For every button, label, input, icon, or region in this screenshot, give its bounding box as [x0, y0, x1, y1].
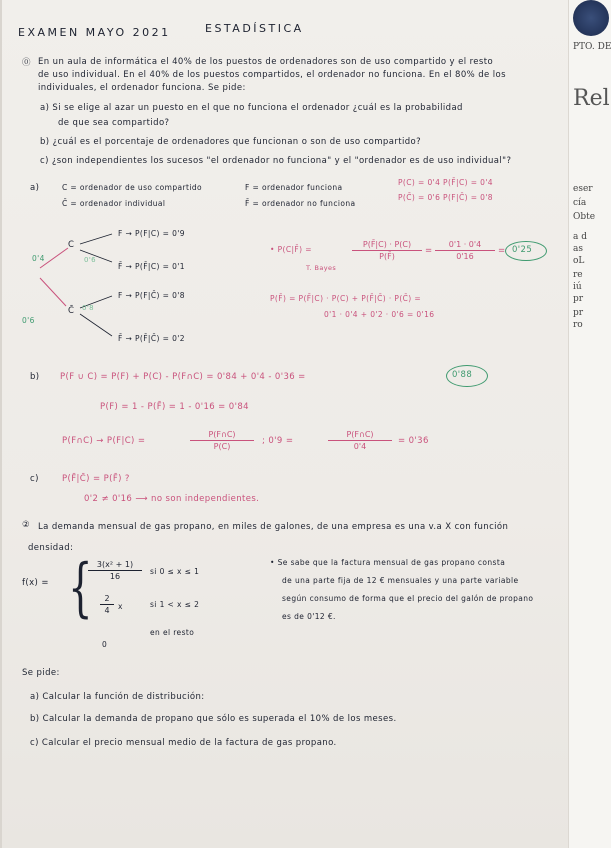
problem1-question-b: b) ¿cuál es el porcentaje de ordenadores que funcionan o son de uso compartido?	[40, 137, 422, 147]
piece1-condition: si 0 ≤ x ≤ 1	[150, 567, 200, 576]
note-line: es de 0'12 €.	[282, 612, 336, 621]
part-c-label: c)	[30, 474, 39, 484]
piecewise-brace: {	[68, 551, 93, 625]
piece3-condition: en el resto	[150, 628, 195, 637]
part-b-pfc-denominator-2: 0'4	[353, 442, 367, 451]
part-b-pfc-lhs: P(F∩C) → P(F|C) =	[62, 436, 146, 446]
piece2-variable: x	[118, 602, 123, 611]
edge-fragment: Obte	[573, 212, 596, 222]
problem1-question-c: c) ¿son independientes los sucesos "el ordenador no funciona" y el "ordenador es de uso individual"?	[40, 156, 512, 166]
bayes-numerator-values: 0'1 · 0'4	[448, 240, 482, 249]
bayes-note: T. Bayes	[306, 264, 337, 272]
edge-fragment: pr	[573, 308, 584, 318]
edge-fragment: PTO. DE	[573, 42, 611, 52]
bayes-denominator-values: 0'16	[456, 252, 474, 261]
legend-cbar: C̄ = ordenador individual	[62, 199, 166, 208]
piece3-value: 0	[102, 640, 108, 649]
piece2-condition: si 1 < x ≤ 2	[150, 600, 200, 609]
piece1-fraction	[88, 560, 142, 581]
edge-fragment: re	[573, 270, 583, 280]
legend-c: C = ordenador de uso compartido	[62, 183, 202, 192]
edge-fragment: ro	[573, 320, 583, 330]
tree-node-c: C	[68, 240, 75, 250]
tree-node-cbar: C̄	[68, 306, 75, 316]
legend-probs-1: P(C) = 0'4 P(F̄|C) = 0'4	[398, 178, 493, 187]
part-b-pf: P(F) = 1 - P(F̄) = 1 - 0'16 = 0'84	[100, 402, 249, 412]
part-a-label: a)	[30, 183, 40, 193]
problem2-number: ②	[22, 520, 31, 530]
problem1-number: ⓪	[22, 58, 31, 68]
problem1-statement-line: de uso individual. En el 40% de los puestos compartidos, el ordenador no funciona. En el 80% de los	[38, 70, 506, 80]
edge-fragment: Rel	[573, 86, 610, 111]
note-line: según consumo de forma que el precio del galón de propano	[282, 594, 534, 603]
notebook-page: EXAMEN MAYO 2021 ESTADÍSTICA ⓪ En un aula de informática el 40% de los puestos de ordenadores son de uso compartido y el resto de uso individual. En el 40% de los puestos compartidos, el ordenador no funciona. En el 80% de los individuales, el ordenador funciona. Se pide: a) Si se elige al azar un puesto en el que no funciona el ordenador ¿cuál es la probabilidad de que sea compartido? b) ¿cuál es el porcentaje de ordenadores que funcionan o son de uso compartido? c) ¿son independientes los sucesos "el ordenador no funciona" y el "ordenador es de uso individual"? a) C = ordenador de uso compartido C̄ = ordenador individual F = ordenador funciona F̄ = ordenador no funciona P(C) = 0'4 P(F̄|C) = 0'4 P(C̄) = 0'6 P(F|C̄) = 0'8 C C̄ 0'4 0'6 0'6 0'8 F → P(F|C) = 0'9 F̄ → P(F̄|C) = 0'1 F → P(F|C̄) = 0'8 F̄ → P(F̄|C̄) = 0'2 • P(C|F̄) = T. Bayes P(F̄|C) · P(C) P(F̄) = 0'1 · 0'4 0'16 = 0'25 P(F̄) = P(F̄|C) · P(C) + P(F̄|C̄) · P(C̄) = 0'1 · 0'4 + 0'2 · 0'6 = 0'16 b) P(F ∪ C) = P(F) + P(C) - P(F∩C) = 0'84 + 0'4 - 0'36 = 0'88 P(F) = 1 - P(F̄) = 1 - 0'16 = 0'84 P(F∩C) → P(F|C) = P(F∩C) P(C) ; 0'9 = P(F∩C) 0'4 = 0'36 c) P(F̄|C̄) = P(F̄) ? 0'2 ≠ 0'16 ⟶ no son independientes. ② La demanda mensual de gas propano, en miles de galones, de una empresa es una v.a X con función densidad: f(x) = { 3(x² + 1) 16 si 0 ≤ x ≤ 1 2 4 x si 1 < x ≤ 2 0 en el resto • Se sabe que la factura mensual de gas propano consta de una parte fija de 12 € mensuales y una parte variable según consumo de forma que el precio del galón de propano es de 0'12 €. Se pide: a) Calcular la función de distribución: b) Calcular la demanda de propano que sólo es superada el 10% de los meses. c) Calcular el precio mensual medio de la factura de gas propano. PTO. DE Rel eser cía Obte a d as oL re iú pr pr ro	[0, 0, 611, 848]
part-b-result: 0'88	[452, 370, 473, 380]
part-b-formula: P(F ∪ C) = P(F) + P(C) - P(F∩C) = 0'84 + 0'4 - 0'36 =	[60, 372, 306, 382]
note-line: de una parte fija de 12 € mensuales y una parte variable	[282, 576, 519, 585]
total-prob-line-2: 0'1 · 0'4 + 0'2 · 0'6 = 0'16	[324, 310, 435, 319]
piece2-fraction	[100, 594, 114, 615]
piece2-denominator: 4	[104, 606, 110, 615]
exam-title: EXAMEN MAYO 2021	[18, 26, 171, 39]
note-line: • Se sabe que la factura mensual de gas propano consta	[270, 558, 506, 567]
bayes-fraction-values	[435, 240, 495, 261]
part-b-pfc-rhs: ; 0'9 =	[262, 436, 294, 446]
edge-fragment: iú	[573, 282, 582, 292]
problem1-statement-line: En un aula de informática el 40% de los puestos de ordenadores son de uso compartido y el resto	[38, 57, 494, 67]
problem1-question-a-cont: de que sea compartido?	[58, 118, 170, 128]
problem2-question-a: a) Calcular la función de distribución:	[30, 692, 205, 702]
problem1-question-a: a) Si se elige al azar un puesto en el que no funciona el ordenador ¿cuál es la probabilidad	[40, 103, 463, 113]
tree-p-cbar: 0'6	[22, 316, 35, 325]
bayes-fraction	[352, 240, 422, 261]
edge-fragment: a d	[573, 232, 587, 242]
problem1-statement-line: individuales, el ordenador funciona. Se pide:	[38, 83, 246, 93]
part-c-line-1: P(F̄|C̄) = P(F̄) ?	[62, 474, 130, 484]
edge-fragment: pr	[573, 294, 584, 304]
subject-title: ESTADÍSTICA	[205, 22, 304, 35]
tree-p-fcbar: 0'8	[82, 304, 95, 312]
part-b-pfc-numerator-2: P(F∩C)	[346, 430, 374, 439]
part-b-label: b)	[30, 372, 40, 382]
se-pide-label: Se pide:	[22, 668, 60, 678]
legend-fbar: F̄ = ordenador no funciona	[245, 199, 356, 208]
piece1-numerator: 3(x² + 1)	[96, 560, 134, 569]
tree-p-c: 0'4	[32, 254, 45, 263]
fx-label: f(x) =	[22, 578, 49, 588]
edge-fragment: as	[573, 244, 583, 254]
piece2-numerator: 2	[104, 594, 110, 603]
part-b-pfc-result: = 0'36	[398, 436, 429, 446]
edge-fragment: cía	[573, 198, 587, 208]
tree-branch-2: F̄ → P(F̄|C) = 0'1	[118, 262, 185, 271]
part-b-pfc-denominator: P(C)	[213, 442, 231, 451]
tree-branch-4: F̄ → P(F̄|C̄) = 0'2	[118, 334, 185, 343]
part-c-line-2: 0'2 ≠ 0'16 ⟶ no son independientes.	[84, 494, 260, 504]
bayes-lhs: • P(C|F̄) =	[270, 245, 312, 254]
problem2-question-c: c) Calcular el precio mensual medio de la factura de gas propano.	[30, 738, 337, 748]
part-b-pfc-fraction-2	[328, 430, 392, 451]
legend-probs-2: P(C̄) = 0'6 P(F|C̄) = 0'8	[398, 193, 493, 202]
edge-fragment: oL	[573, 256, 585, 266]
bayes-denominator: P(F̄)	[379, 252, 395, 261]
problem2-statement-line: densidad:	[28, 543, 74, 553]
university-seal	[573, 0, 609, 36]
tree-branch-1: F → P(F|C) = 0'9	[118, 229, 185, 238]
bayes-result: 0'25	[512, 245, 533, 255]
part-b-pfc-numerator: P(F∩C)	[208, 430, 236, 439]
problem2-question-b: b) Calcular la demanda de propano que sólo es superada el 10% de los meses.	[30, 714, 397, 724]
part-b-pfc-fraction	[190, 430, 254, 451]
bayes-numerator: P(F̄|C) · P(C)	[362, 240, 412, 249]
edge-fragment: eser	[573, 184, 593, 194]
tree-p-fc: 0'6	[84, 256, 97, 264]
piece1-denominator: 16	[109, 572, 121, 581]
tree-branch-3: F → P(F|C̄) = 0'8	[118, 291, 185, 300]
problem2-statement-line: La demanda mensual de gas propano, en miles de galones, de una empresa es una v.a X con función	[38, 522, 509, 532]
legend-f: F = ordenador funciona	[245, 183, 343, 192]
total-prob-line-1: P(F̄) = P(F̄|C) · P(C) + P(F̄|C̄) · P(C̄) =	[270, 294, 422, 303]
underlying-page-edge	[568, 0, 611, 848]
